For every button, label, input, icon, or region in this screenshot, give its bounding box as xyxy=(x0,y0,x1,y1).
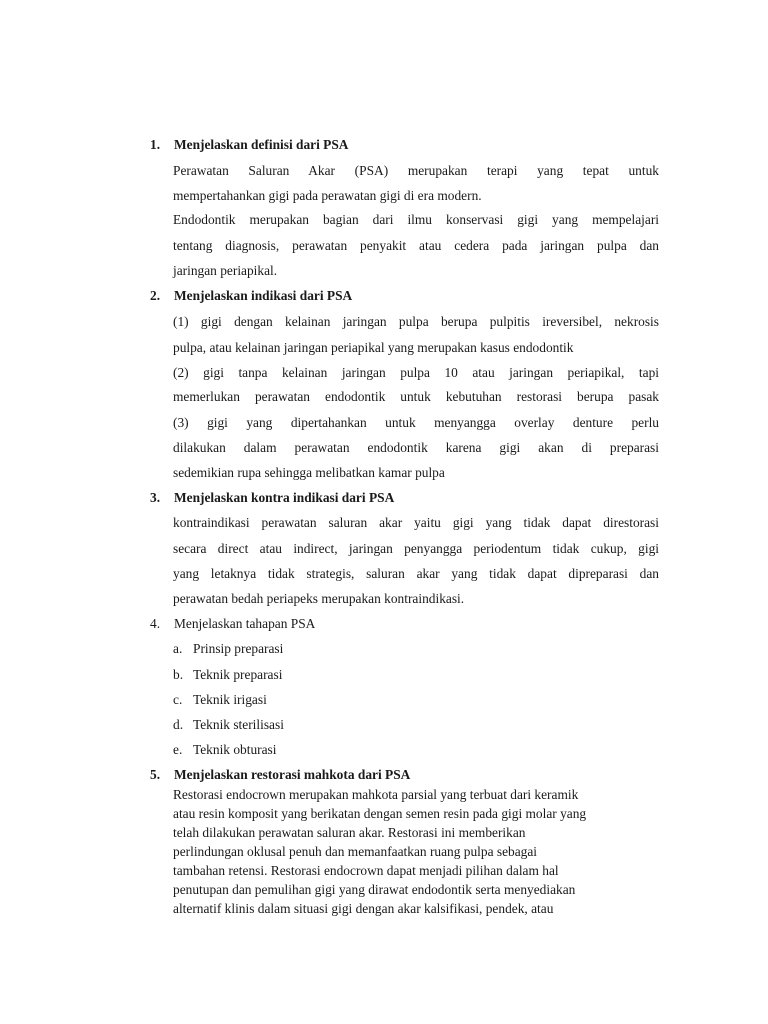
section-5-line-1: Restorasi endocrown merupakan mahkota parsial yang terbuat dari keramik xyxy=(173,787,579,802)
subitem-letter: d. xyxy=(173,717,184,732)
section-2-line-2: pulpa, atau kelainan jaringan periapikal yang merupakan kasus endodontik xyxy=(173,340,574,355)
section-5-line-5: tambahan retensi. Restorasi endocrown dapat menjadi pilihan dalam hal xyxy=(173,863,559,878)
section-3-number: 3. xyxy=(150,490,161,505)
section-2-title: Menjelaskan indikasi dari PSA xyxy=(174,288,353,303)
section-5-title: Menjelaskan restorasi mahkota dari PSA xyxy=(174,767,411,782)
section-1-line-4: tentang diagnosis, perawatan penyakit atau cedera pada jaringan pulpa dan xyxy=(173,238,659,253)
subitem-text: Teknik preparasi xyxy=(193,667,283,682)
section-4-subitem-d xyxy=(173,715,284,735)
section-3-line-3: yang letaknya tidak strategis, saluran akar yang tidak dapat dipreparasi dan xyxy=(173,566,659,581)
section-5-line-4: perlindungan oklusal penuh dan memanfaatkan ruang pulpa sebagai xyxy=(173,844,538,859)
section-3-line-4: perawatan bedah periapeks merupakan kontraindikasi. xyxy=(173,591,465,606)
section-2-line-5: (3) gigi yang dipertahankan untuk menyangga overlay denture perlu xyxy=(173,415,659,430)
section-5-number: 5. xyxy=(150,767,161,782)
section-4-subitem-b xyxy=(173,665,282,685)
section-5-line-6: penutupan dan pemulihan gigi yang dirawat endodontik serta menyediakan xyxy=(173,882,576,897)
section-2-line-1: (1) gigi dengan kelainan jaringan pulpa berupa pulpitis ireversibel, nekrosis xyxy=(173,314,659,329)
section-2-line-3: (2) gigi tanpa kelainan jaringan pulpa 10 atau jaringan periapikal, tapi xyxy=(173,365,659,380)
subitem-text: Teknik obturasi xyxy=(193,742,277,757)
section-4-subitem-e xyxy=(173,740,276,760)
section-4-subitem-a xyxy=(173,639,283,659)
subitem-letter: b. xyxy=(173,667,184,682)
section-5-heading xyxy=(150,765,410,785)
section-5-line-2: atau resin komposit yang berikatan dengan semen resin pada gigi molar yang xyxy=(173,806,587,821)
subitem-letter: c. xyxy=(173,692,183,707)
section-4-number: 4. xyxy=(150,616,161,631)
section-4-subitem-c xyxy=(173,690,267,710)
section-2-line-7: sedemikian rupa sehingga melibatkan kamar pulpa xyxy=(173,465,445,480)
subitem-letter: e. xyxy=(173,742,183,757)
section-5-line-7: alternatif klinis dalam situasi gigi dengan akar kalsifikasi, pendek, atau xyxy=(173,901,554,916)
section-1-heading xyxy=(150,135,348,155)
section-1-number: 1. xyxy=(150,137,161,152)
section-1-line-2: mempertahankan gigi pada perawatan gigi di era modern. xyxy=(173,188,482,203)
section-1-line-3: Endodontik merupakan bagian dari ilmu konservasi gigi yang mempelajari xyxy=(173,212,659,227)
section-3-heading xyxy=(150,488,394,508)
section-3-line-1: kontraindikasi perawatan saluran akar yaitu gigi yang tidak dapat direstorasi xyxy=(173,515,659,530)
section-1-line-5: jaringan periapikal. xyxy=(173,263,278,278)
section-2-heading xyxy=(150,286,352,306)
section-1-line-1: Perawatan Saluran Akar (PSA) merupakan terapi yang tepat untuk xyxy=(173,163,659,178)
subitem-text: Teknik irigasi xyxy=(193,692,267,707)
section-3-line-2: secara direct atau indirect, jaringan penyangga periodentum tidak cukup, gigi xyxy=(173,541,659,556)
subitem-text: Teknik sterilisasi xyxy=(193,717,284,732)
section-4-title: Menjelaskan tahapan PSA xyxy=(174,616,316,631)
subitem-text: Prinsip preparasi xyxy=(193,641,284,656)
section-2-number: 2. xyxy=(150,288,161,303)
subitem-letter: a. xyxy=(173,641,183,656)
section-2-line-6: dilakukan dalam perawatan endodontik karena gigi akan di preparasi xyxy=(173,440,659,455)
section-1-title: Menjelaskan definisi dari PSA xyxy=(174,137,349,152)
section-2-line-4: memerlukan perawatan endodontik untuk kebutuhan restorasi berupa pasak xyxy=(173,389,659,404)
section-5-line-3: telah dilakukan perawatan saluran akar. Restorasi ini memberikan xyxy=(173,825,526,840)
section-4-heading xyxy=(150,614,315,634)
section-3-title: Menjelaskan kontra indikasi dari PSA xyxy=(174,490,395,505)
